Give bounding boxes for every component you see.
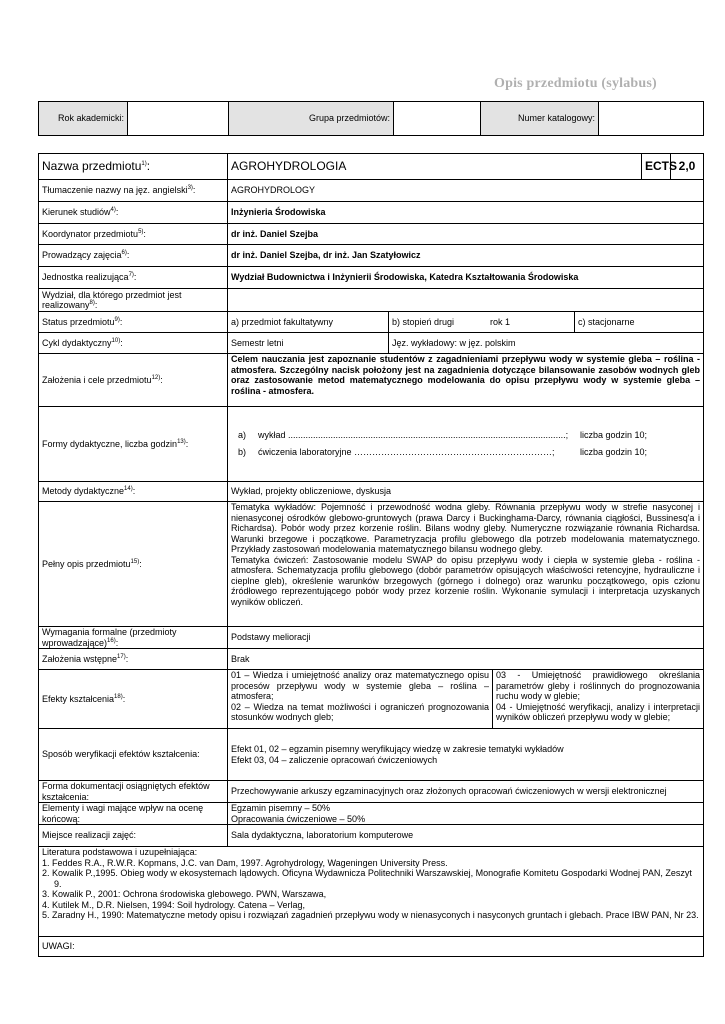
wydzial-label: Wydział, dla którego przedmiot jest realizowany$^{8)}$: bbox=[39, 289, 228, 312]
koordynator-value: dr inż. Daniel Szejba bbox=[228, 224, 704, 245]
status-label: Status przedmiotu$^{9)}$: bbox=[39, 312, 228, 333]
miejsce-label: Miejsce realizacji zajęć: bbox=[39, 825, 228, 847]
syllabus-table bbox=[38, 153, 704, 957]
document-title: Opis przedmiotu (sylabus) bbox=[494, 76, 657, 91]
formy-item: b) ćwiczenia laboratoryjne …………………………………………………………; liczba godzin 10; bbox=[238, 447, 648, 458]
formy-label: Formy dydaktyczne, liczba godzin$^{13)}$: bbox=[39, 407, 228, 482]
numer-katalogowy-value[interactable] bbox=[599, 102, 704, 136]
nazwa-label: Nazwa przedmiotu$^{1)}$: bbox=[39, 154, 228, 180]
rok-akademicki-value[interactable] bbox=[128, 102, 229, 136]
sposob-line-2: Efekt 03, 04 – zaliczenie opracowań ćwiczeniowych bbox=[231, 754, 438, 765]
pelny-label: Pełny opis przedmiotu$^{15)}$: bbox=[39, 502, 228, 627]
formy-item: a) wykład ...............................................................................................................; liczba godzin 10; bbox=[238, 430, 648, 441]
kierunek-value: Inżynieria Środowiska bbox=[228, 202, 704, 224]
wymagania-label: Wymagania formalne (przedmioty wprowadzające)$^{16)}$: bbox=[39, 627, 228, 649]
formy-list bbox=[238, 427, 700, 461]
literatura-heading: Literatura podstawowa i uzupełniająca: bbox=[42, 847, 198, 857]
status-c: c) stacjonarne bbox=[575, 312, 704, 333]
uwagi: UWAGI: bbox=[39, 937, 704, 957]
zalozenia-wstepne-label: Założenia wstępne$^{17)}$: bbox=[39, 649, 228, 670]
sposob-line-1: Efekt 01, 02 – egzamin pisemny weryfikujący wiedzę w zakresie tematyki wykładów bbox=[231, 744, 564, 754]
forma-dok-label: Forma dokumentacji osiągniętych efektów kształcenia: bbox=[39, 781, 228, 803]
efekty-right: 03 - Umiejętność prawidłowego określania parametrów gleby i roślinnych do prognozowania ruchu wody w glebie; 04 - Umiejętność weryfikacji, analizy i interpretacji wyników obliczeń przepływu wody w glebie; bbox=[493, 670, 704, 729]
cykl-semestr: Semestr letni bbox=[228, 333, 389, 354]
grupa-przedmiotow-value[interactable] bbox=[394, 102, 481, 136]
pelny-wyklady: Tematyka wykładów: Pojemność i przewodność wodna gleby. Równania przepływu wody w strefie nasyconej i nienasyconej ośrodków glebowo-gruntowych (prawa Darcy i Buckinghama-Darcy, równania ciągłości, Bussinesq'a i Richardsa). Pobór wody przez korzenie roślin. Bilans wodny gleby. Numeryczne rozwiązanie równania Richardsa. Warunki brzegowe i początkowe. Parametryzacja profilu glebowego dla potrzeb modelowania matematycznego. Przykłady zastosowań modelowania matematycznego bilansu wodnego gleby. bbox=[231, 502, 701, 554]
grupa-przedmiotow-label: Grupa przedmiotów: bbox=[229, 102, 394, 136]
elementy-label: Elementy i wagi mające wpływ na ocenę końcową: bbox=[39, 803, 228, 825]
tlumaczenie-value: AGROHYDROLOGY bbox=[228, 180, 704, 202]
literatura bbox=[39, 847, 704, 937]
formy-value bbox=[228, 407, 704, 482]
sposob-label: Sposób weryfikacji efektów kształcenia: bbox=[39, 729, 228, 781]
pelny-value bbox=[228, 502, 704, 627]
forma-dok-value: Przechowywanie arkuszy egzaminacyjnych oraz złożonych opracowań ćwiczeniowych w wersji elektronicznej bbox=[228, 781, 704, 803]
header-table bbox=[38, 101, 704, 136]
status-a: a) przedmiot fakultatywny bbox=[228, 312, 389, 333]
literatura-item: 1. Feddes R.A., R.W.R. Kopmans, J.C. van Dam, 1997. Agrohydrology, Wageningen University Press. bbox=[42, 857, 448, 868]
literatura-item: 4. Kutilek M., D.R. Nielsen, 1994: Soil hydrology. Catena – Verlag, bbox=[42, 899, 305, 910]
tlumaczenie-label: Tłumaczenie nazwy na jęz. angielski$^{3)}$: bbox=[39, 180, 228, 202]
literatura-item: 5. Zaradny H., 1990: Matematyczne metody opisu i rozwiązań zagadnień przepływu wody w nienasyconych i nasyconych gruntach i glebach. Prace IBW PAN, Nr 23. bbox=[42, 910, 699, 920]
efekty-label: Efekty kształcenia$^{18)}$: bbox=[39, 670, 228, 729]
cykl-jezyk: Jęz. wykładowy: w jęz. polskim bbox=[389, 333, 704, 354]
kierunek-label: Kierunek studiów$^{4)}$: bbox=[39, 202, 228, 224]
zalozenia-label: Założenia i cele przedmiotu$^{12)}$: bbox=[39, 354, 228, 407]
numer-katalogowy-label: Numer katalogowy: bbox=[481, 102, 599, 136]
wymagania-value: Podstawy melioracji bbox=[228, 627, 704, 649]
metody-label: Metody dydaktyczne$^{14)}$: bbox=[39, 482, 228, 502]
elementy-value bbox=[228, 803, 704, 825]
koordynator-label: Koordynator przedmiotu$^{5)}$: bbox=[39, 224, 228, 245]
wydzial-value bbox=[228, 289, 704, 312]
sposob-value bbox=[228, 729, 704, 781]
efekty-left: 01 – Wiedza i umiejętność analizy oraz matematycznego opisu procesów przepływu wody w systemie gleba – roślina – atmosfera; 02 – Wiedza na temat możliwości i ograniczeń prognozowania stosunków wodnych gleb; bbox=[228, 670, 493, 729]
zalozenia-wstepne-value: Brak bbox=[228, 649, 704, 670]
rok-akademicki-label: Rok akademicki: bbox=[39, 102, 128, 136]
prowadzacy-label: Prowadzący zajęcia$^{6)}$: bbox=[39, 245, 228, 267]
literatura-item: 3. Kowalik P., 2001: Ochrona środowiska glebowego. PWN, Warszawa, bbox=[42, 889, 327, 899]
ects-label: ECTS bbox=[642, 154, 671, 180]
pelny-cwiczenia: Tematyka ćwiczeń: Zastosowanie modelu SWAP do opisu przepływu wody i ciepła w systemie gleba - roślina - atmosfera. Schematyzacja profilu glebowego (dobór parametrów opisujących właściwości retencyjne, hydrauliczne i cieplne gleb), określenie warunków brzegowych (górnego i dolnego) oraz warunku początkowego, opis członu źródłowego reprezentującego pobór wody przez korzenie roślin. Wykonanie symulacji i interpretacja uzyskanych wyników obliczeń. bbox=[231, 554, 701, 607]
cykl-label: Cykl dydaktyczny$^{10)}$: bbox=[39, 333, 228, 354]
status-b: b) stopień drugi rok 1 bbox=[389, 312, 575, 333]
nazwa-value: AGROHYDROLOGIA bbox=[228, 154, 642, 180]
jednostka-value: Wydział Budownictwa i Inżynierii Środowiska, Katedra Kształtowania Środowiska bbox=[228, 267, 704, 289]
jednostka-label: Jednostka realizująca$^{7)}$: bbox=[39, 267, 228, 289]
ects-value: 2,0 bbox=[671, 154, 704, 180]
metody-value: Wykład, projekty obliczeniowe, dyskusja bbox=[228, 482, 704, 502]
elementy-line-2: Opracowania ćwiczeniowe – 50% bbox=[231, 813, 366, 824]
prowadzacy-value: dr inż. Daniel Szejba, dr inż. Jan Szatyłowicz bbox=[228, 245, 704, 267]
elementy-line-1: Egzamin pisemny – 50% bbox=[231, 803, 331, 813]
literatura-item: 2. Kowalik P.,1995. Obieg wody w ekosystemach lądowych. Oficyna Wydawnicza Politechniki Warszawskiej, Monografie Komitetu Gospodarki Wodnej PAN, Zeszyt 9. bbox=[42, 868, 692, 889]
miejsce-value: Sala dydaktyczna, laboratorium komputerowe bbox=[228, 825, 704, 847]
zalozenia-value: Celem nauczania jest zapoznanie studentów z zagadnieniami przepływu wody w systemie gleba – roślina - atmosfera. Szczególny nacisk położony jest na zagadnienia dotyczące bilansowanie zasobów wodnych gleb oraz zastosowanie metod matematycznego modelowania do opisu przepływu wody w systemie gleba – roślina - atmosfera. bbox=[228, 354, 704, 407]
